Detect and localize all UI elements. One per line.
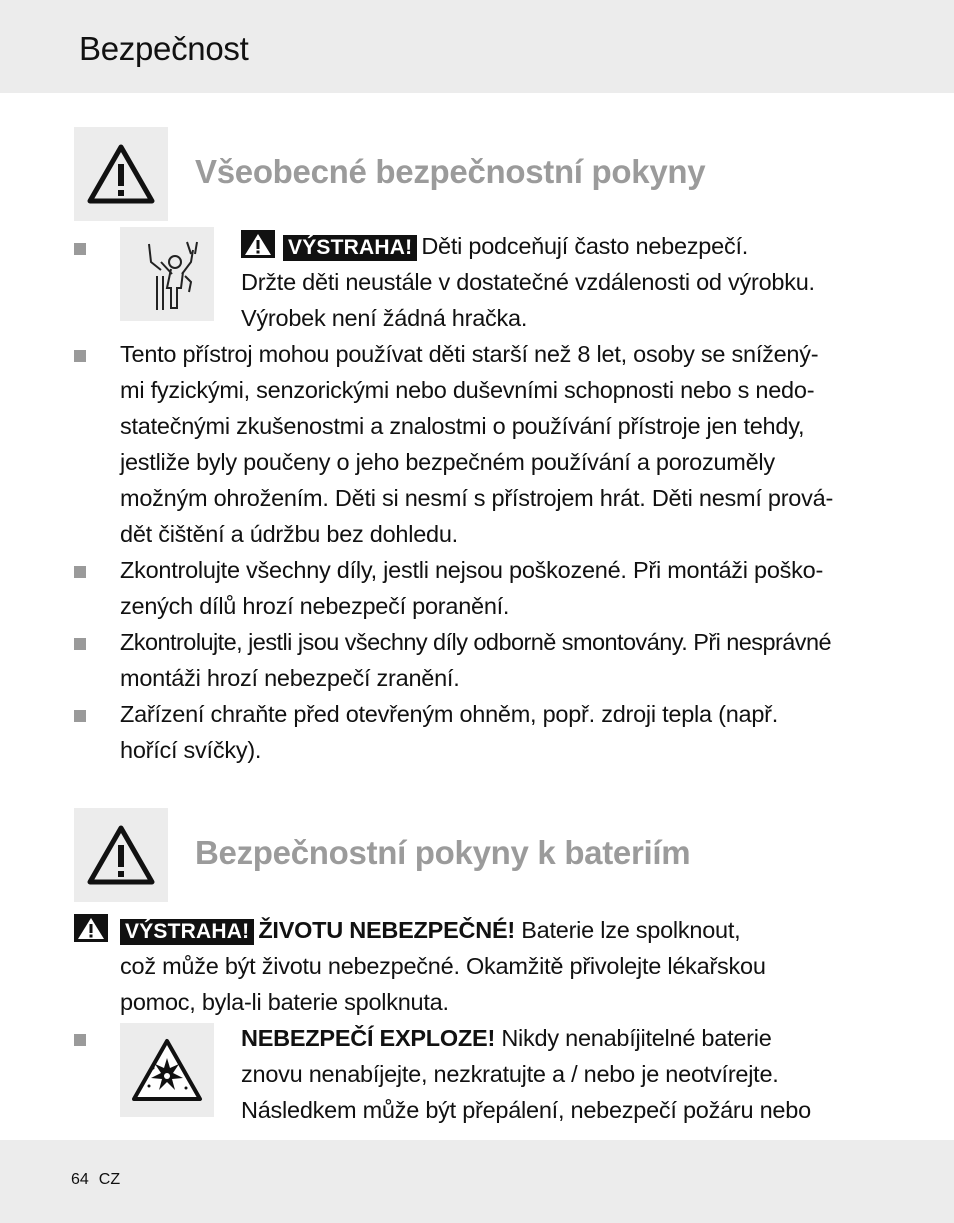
- text-line: dět čištění a údržbu bez dohledu.: [120, 521, 458, 547]
- child-safety-picture: [120, 227, 214, 321]
- language-code: CZ: [98, 1171, 121, 1188]
- explosion-warning-text: [241, 1020, 811, 1128]
- warning-badge: VÝSTRAHA!: [283, 235, 417, 261]
- text-line: [241, 1020, 811, 1056]
- paragraph-check-parts: [120, 552, 823, 624]
- warning-text: Děti podceňují často nebezpečí.: [421, 233, 749, 259]
- bullet: [74, 638, 86, 650]
- text-line: Výrobek není žádná hračka.: [241, 305, 528, 331]
- footer: [71, 1171, 120, 1189]
- explosion-hazard-icon: [131, 1038, 203, 1102]
- page-number: 64: [71, 1171, 89, 1188]
- section-heading-batteries: Bezpečnostní pokyny k bateriím: [195, 834, 691, 871]
- warning-triangle-icon: [87, 825, 155, 885]
- warning-badge: VÝSTRAHA!: [120, 919, 254, 945]
- warning-triangle-icon: [74, 914, 108, 942]
- text-line: statečnými zkušenostmi a znalostmi o používání přístroje jen tehdy,: [120, 413, 805, 439]
- text-line: Zkontrolujte, jestli jsou všechny díly odborně smontovány. Při nesprávné: [120, 629, 832, 655]
- text-run: Nikdy nenabíjitelné baterie: [501, 1025, 772, 1051]
- text-line: mi fyzickými, senzorickými nebo duševními schopnosti nebo s nedo-: [120, 377, 815, 403]
- paragraph-fire: [120, 696, 778, 768]
- text-run: Baterie lze spolknout,: [521, 917, 741, 943]
- warning-triangle-icon: [87, 144, 155, 204]
- bold-warning-text: ŽIVOTU NEBEZPEČNÉ!: [258, 917, 515, 943]
- section-heading-general: Všeobecné bezpečnostní pokyny: [195, 153, 706, 190]
- page-title: Bezpečnost: [79, 30, 249, 67]
- explosion-hazard-picture: [120, 1023, 214, 1117]
- text-line: zených dílů hrozí nebezpečí poranění.: [120, 593, 510, 619]
- text-line: Držte děti neustále v dostatečné vzdálenosti od výrobku.: [241, 269, 815, 295]
- text-line: Zařízení chraňte před otevřeným ohněm, popř. zdroji tepla (např.: [120, 701, 779, 727]
- battery-warning-continued: [120, 948, 766, 1020]
- warning-triangle-icon: [241, 230, 275, 258]
- bullet: [74, 350, 86, 362]
- warning-line-1: [241, 228, 815, 264]
- text-line: Tento přístroj mohou používat děti starší než 8 let, osoby se snížený-: [120, 341, 819, 367]
- bullet: [74, 566, 86, 578]
- bullet: [74, 243, 86, 255]
- warning-line-1: [74, 912, 740, 948]
- text-line: Následkem může být přepálení, nebezpečí požáru nebo: [241, 1097, 811, 1123]
- child-warning-text: [241, 228, 815, 336]
- text-line: pomoc, byla-li baterie spolknuta.: [120, 989, 449, 1015]
- section-warning-icon-box: [74, 808, 168, 902]
- bold-warning-text: NEBEZPEČÍ EXPLOZE!: [241, 1025, 496, 1051]
- footer-band: [0, 1140, 954, 1223]
- bullet: [74, 1034, 86, 1046]
- paragraph-assembly: [120, 624, 831, 696]
- child-safety-icon: [127, 232, 207, 316]
- text-line: jestliže byly poučeny o jeho bezpečném používání a porozuměly: [120, 449, 775, 475]
- text-line: montáži hrozí nebezpečí zranění.: [120, 665, 460, 691]
- text-line: znovu nenabíjejte, nezkratujte a / nebo je neotvírejte.: [241, 1061, 779, 1087]
- text-line: Zkontrolujte všechny díly, jestli nejsou poškozené. Při montáži poško-: [120, 557, 824, 583]
- text-line: možným ohrožením. Děti si nesmí s přístrojem hrát. Děti nesmí prová-: [120, 485, 834, 511]
- battery-warning-line: [74, 912, 740, 948]
- text-line: hořící svíčky).: [120, 737, 262, 763]
- paragraph-children-usage: [120, 336, 833, 552]
- section-warning-icon-box: [74, 127, 168, 221]
- text-line: což může být životu nebezpečné. Okamžitě přivolejte lékařskou: [120, 953, 766, 979]
- bullet: [74, 710, 86, 722]
